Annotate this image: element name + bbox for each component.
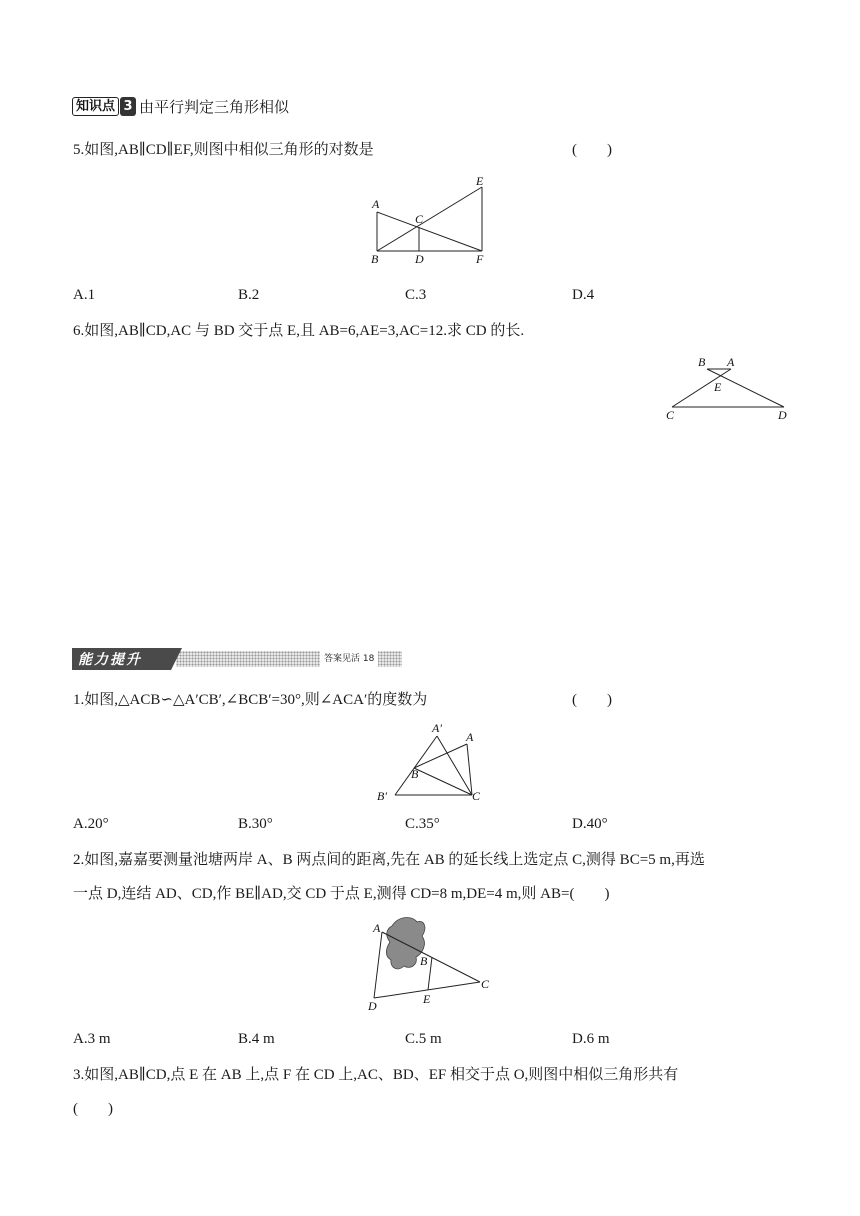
segment-ca <box>672 369 731 407</box>
p2-stem-line2: 一点 D,连结 AD、CD,作 BE∥AD,交 CD 于点 E,测得 CD=8 m,DE=4 m,则 AB=( ) <box>73 886 610 902</box>
label-d: D <box>368 999 377 1013</box>
label-c: C <box>415 212 424 226</box>
segment-be <box>428 957 432 990</box>
label-b: B <box>411 767 419 781</box>
banner-title: 能力提升 <box>78 652 142 668</box>
q5-option-d: D.4 <box>572 287 595 303</box>
label-e: E <box>476 174 484 188</box>
label-c: C <box>472 789 481 803</box>
label-a: A <box>372 197 380 211</box>
q6-stem: 6.如图,AB∥CD,AC 与 BD 交于点 E,且 AB=6,AE=3,AC=12.求 CD 的长. <box>73 323 525 339</box>
label-e: E <box>423 992 431 1006</box>
p1-option-d: D.40° <box>572 816 608 832</box>
segment-ad <box>374 932 382 998</box>
segment-af <box>377 212 482 251</box>
label-b: B <box>371 252 379 266</box>
label-a: A <box>727 355 735 369</box>
p1-figure <box>370 720 500 806</box>
section-heading <box>72 96 289 116</box>
label-a-prime: A′ <box>432 721 442 735</box>
label-c: C <box>481 977 490 991</box>
section-label: 知识点 <box>72 97 119 116</box>
p2-option-d: D.6 m <box>572 1031 610 1047</box>
p1-option-a: A.20° <box>73 816 109 832</box>
label-f: F <box>476 252 484 266</box>
answer-reference: 答案见活 18 <box>320 651 378 667</box>
p2-figure <box>362 910 502 1016</box>
label-b: B <box>420 954 428 968</box>
p2-option-c: C.5 m <box>405 1031 442 1047</box>
segment-ba <box>414 744 467 768</box>
q5-option-b: B.2 <box>238 287 260 303</box>
segment-bc <box>414 768 472 795</box>
q5-option-c: C.3 <box>405 287 427 303</box>
p2-option-a: A.3 m <box>73 1031 111 1047</box>
label-b: B <box>698 355 706 369</box>
p3-stem-line1: 3.如图,AB∥CD,点 E 在 AB 上,点 F 在 CD 上,AC、BD、EF 相交于点 O,则图中相似三角形共有 <box>73 1067 679 1083</box>
label-c: C <box>666 408 675 422</box>
p2-option-b: B.4 m <box>238 1031 275 1047</box>
q5-option-a: A.1 <box>73 287 96 303</box>
p1-answer-paren: ( ) <box>572 692 612 708</box>
label-e: E <box>714 380 722 394</box>
q5-answer-paren: ( ) <box>572 142 612 158</box>
label-a: A <box>466 730 474 744</box>
section-title: 由平行判定三角形相似 <box>139 99 290 116</box>
p1-stem: 1.如图,△ACB∽△A′CB′,∠BCB′=30°,则∠ACA′的度数为 <box>73 692 428 708</box>
p3-stem-line2: ( ) <box>73 1101 113 1117</box>
p1-option-c: C.35° <box>405 816 440 832</box>
label-d: D <box>415 252 424 266</box>
segment-be <box>377 187 482 251</box>
p2-stem-line1: 2.如图,嘉嘉要测量池塘两岸 A、B 两点间的距离,先在 AB 的延长线上选定点 C,测得 BC=5 m,再选 <box>73 852 705 868</box>
q5-figure <box>360 172 500 268</box>
p1-option-b: B.30° <box>238 816 273 832</box>
q5-stem: 5.如图,AB∥CD∥EF,则图中相似三角形的对数是 <box>73 142 374 158</box>
ability-banner <box>72 648 402 670</box>
q6-figure <box>660 352 800 426</box>
label-a: A <box>373 921 381 935</box>
section-number: 3 <box>120 97 136 116</box>
label-b-prime: B′ <box>377 789 387 803</box>
label-d: D <box>778 408 787 422</box>
segment-b1a1 <box>395 736 437 795</box>
